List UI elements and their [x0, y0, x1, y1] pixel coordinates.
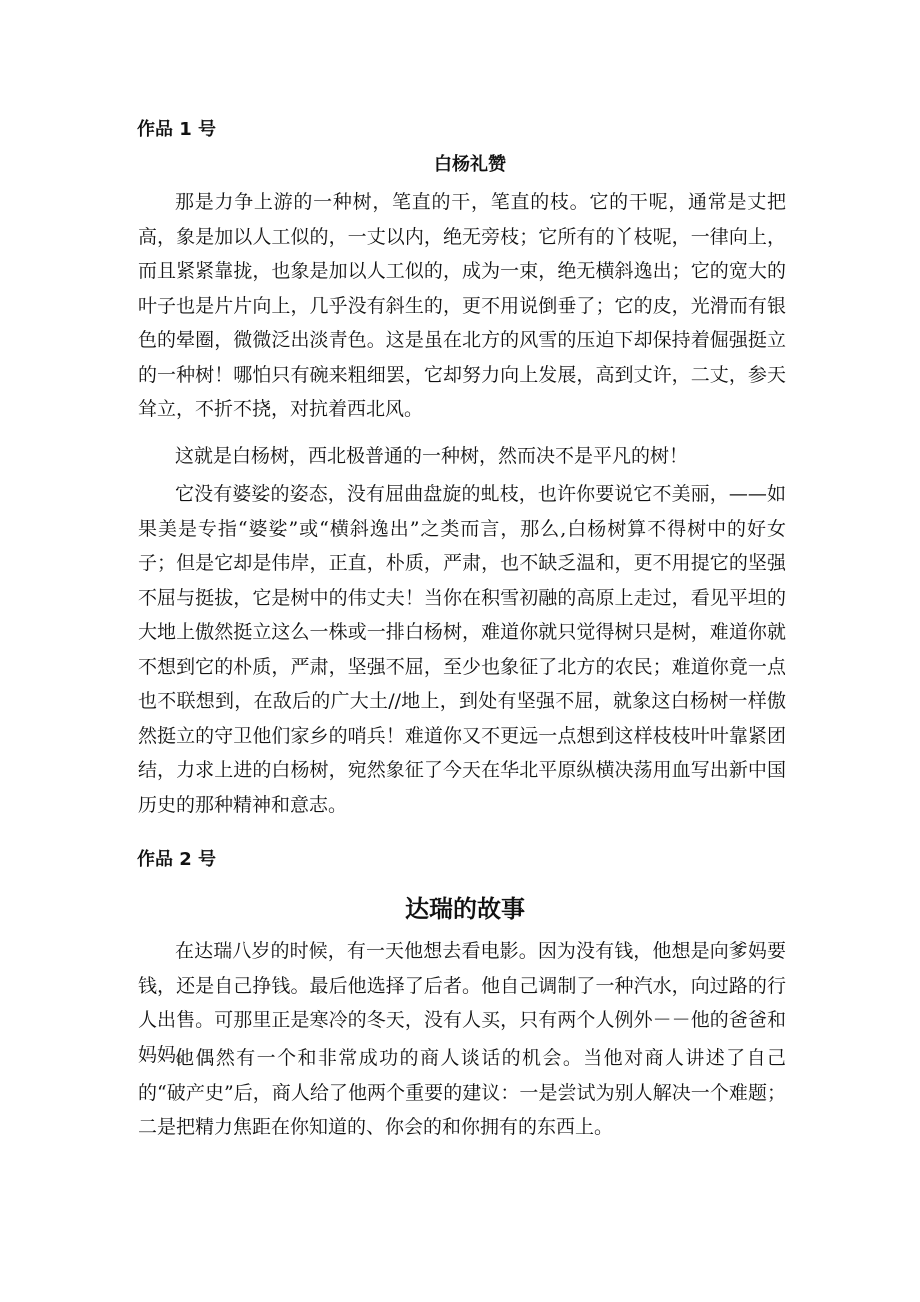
work-2-heading: 作品 2 号	[137, 849, 217, 870]
work-2-title: 达瑞的故事	[405, 895, 525, 923]
work-1-paragraph-2: 这就是白杨树，西北极普通的一种树，然而决不是平凡的树！	[175, 445, 689, 467]
work-1-paragraph-1: 那是力争上游的一种树，笔直的干，笔直的枝。它的干呢，通常是丈把高，象是加以人工似的，一丈以内，绝无旁枝；它所有的丫枝呢，一律向上，而且紧紧靠拢，也象是加以人工似的，成为一束，绝无横斜逸出；它的宽大的叶子也是片片向上，几乎没有斜生的，更不用说倒垂了；它的皮，光滑而有银色的晕圈，微微泛出淡青色。这是虽在北方的风雪的压迫下却保持着倔强挺立的一种树！哪怕只有碗来粗细罢，它却努力向上发展，高到丈许，二丈，参天耸立，不折不挠，对抗着西北风。	[138, 191, 786, 420]
work-1-heading: 作品 1 号	[137, 119, 217, 140]
work-2-paragraph-1: 在达瑞八岁的时候，有一天他想去看电影。因为没有钱，他想是向爹妈要钱，还是自己挣钱。最后他选择了后者。他自己调制了一种汽水，向过路的行人出售。可那里正是寒冷的冬天，没有人买，只有两个人例外－－他的爸爸和妈妈。	[138, 940, 786, 1066]
work-1-title: 白杨礼赞	[434, 154, 506, 175]
work-1-paragraph-3: 它没有婆娑的姿态，没有屈曲盘旋的虬枝，也许你要说它不美丽，——如果美是专指“婆娑”或“横斜逸出”之类而言，那么,白杨树算不得树中的好女子；但是它却是伟岸，正直，朴质，严肃，也不缺乏温和，更不用提它的坚强不屈与挺拔，它是树中的伟丈夫！当你在积雪初融的高原上走过，看见平坦的大地上傲然挺立这么一株或一排白杨树，难道你就只觉得树只是树，难道你就不想到它的朴质，严肃，坚强不屈，至少也象征了北方的农民；难道你竟一点也不联想到，在敌后的广大土//地上，到处有坚强不屈，就象这白杨树一样傲然挺立的守卫他们家乡的哨兵！难道你又不更远一点想到这样枝枝叶叶靠紧团结，力求上进的白杨树，宛然象征了今天在华北平原纵横决荡用血写出新中国历史的那种精神和意志。	[138, 483, 786, 816]
work-2-paragraph-2: 他偶然有一个和非常成功的商人谈话的机会。当他对商人讲述了自己的“破产史”后，商人给了他两个重要的建议：一是尝试为别人解决一个难题；二是把精力焦距在你知道的、你会的和你拥有的东西上。	[138, 1047, 786, 1138]
